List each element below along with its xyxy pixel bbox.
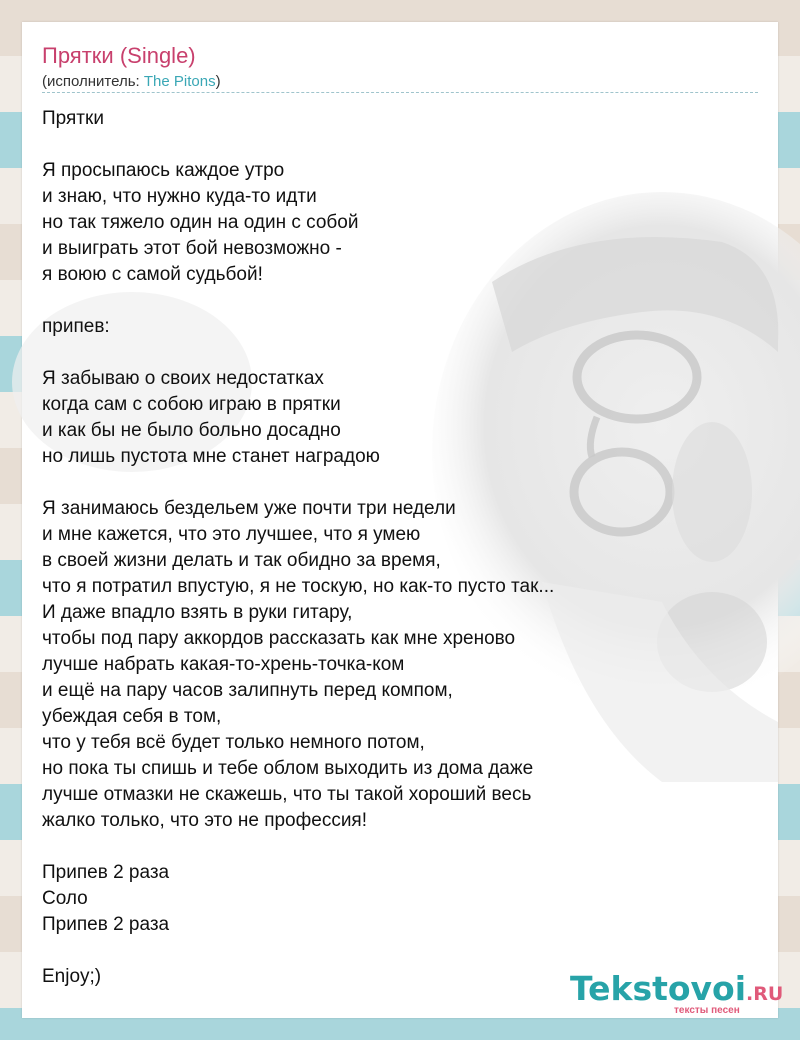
lyric-line: Я занимаюсь бездельем уже почти три недели [42,498,456,519]
lyric-line: чтобы под пару аккордов рассказать как мне хреново [42,628,516,649]
performer-suffix: ) [215,73,221,90]
lyric-line: убеждая себя в том, [42,706,222,727]
lyric-line: я воюю с самой судьбой! [42,264,263,285]
lyric-line: Припев 2 раза [42,862,170,883]
lyrics-text [42,106,742,990]
lyric-line: Соло [42,888,88,909]
performer-line [42,72,758,92]
logo-wordmark [570,969,784,1011]
lyric-line: лучше набрать какая-то-хрень-точка-ком [42,654,405,675]
lyric-line: Прятки [42,108,104,129]
lyric-line: и знаю, что нужно куда-то идти [42,186,317,207]
song-title: Прятки (Single) [42,43,196,68]
lyric-line: когда сам с собою играю в прятки [42,394,341,415]
lyric-line: но пока ты спишь и тебе облом выходить из дома даже [42,758,534,779]
lyric-line: но так тяжело один на один с собой [42,212,359,233]
lyric-line: и мне кажется, что это лучшее, что я умею [42,524,421,545]
lyric-line: припев: [42,316,110,337]
lyric-line: жалко только, что это не профессия! [42,810,367,831]
lyric-line [42,834,742,860]
header-divider [42,92,758,93]
lyric-line [42,470,742,496]
lyric-line: И даже впадло взять в руки гитару, [42,602,353,623]
lyric-line: Enjoy;) [42,966,102,987]
lyric-line: Я забываю о своих недостатках [42,368,324,389]
lyric-line [42,938,742,964]
performer-prefix: (исполнитель: [42,73,144,90]
logo-tagline: тексты песен [674,1005,740,1016]
logo-tld: .RU [746,983,784,1005]
lyric-line [42,132,742,158]
lyric-line: Я просыпаюсь каждое утро [42,160,285,181]
lyric-line: Припев 2 раза [42,914,170,935]
lyric-line: и как бы не было больно досадно [42,420,341,441]
lyrics-card [22,22,784,1018]
logo-name: Tekstovoi [570,969,747,1008]
lyric-line: что я потратил впустую, я не тоскую, но как-то пусто так... [42,576,555,597]
artist-link[interactable]: The Pitons [143,73,216,90]
lyric-line [42,340,742,366]
lyric-line: что у тебя всё будет только немного потом, [42,732,425,753]
lyric-line: в своей жизни делать и так обидно за время, [42,550,441,571]
lyric-line: и ещё на пару часов залипнуть перед компом, [42,680,453,701]
lyric-line [42,288,742,314]
lyric-line: лучше отмазки не скажешь, что ты такой хороший весь [42,784,532,805]
lyric-line: но лишь пустота мне станет наградою [42,446,380,467]
lyric-line: и выиграть этот бой невозможно - [42,238,342,259]
song-header [42,42,758,92]
site-logo[interactable] [570,969,784,1016]
